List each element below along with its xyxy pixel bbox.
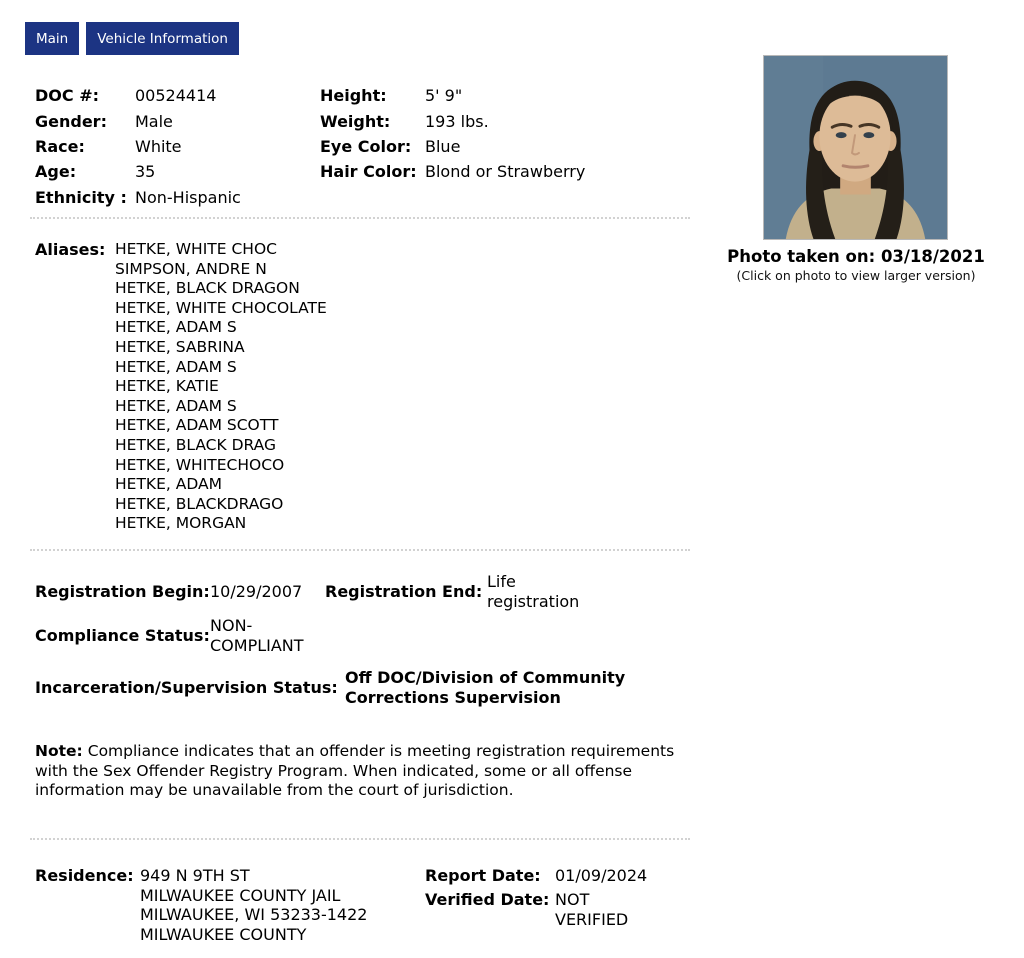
incarceration-status-row bbox=[35, 668, 645, 707]
ethnicity-label: Ethnicity : bbox=[35, 187, 127, 207]
residence-line: 949 N 9TH ST bbox=[140, 866, 250, 885]
registration-begin-value: 10/29/2007 bbox=[210, 582, 303, 601]
alias-item: HETKE, WHITE CHOC bbox=[115, 240, 277, 258]
alias-item: HETKE, BLACK DRAG bbox=[115, 435, 277, 454]
vehicle-information-button[interactable]: Vehicle Information bbox=[86, 22, 239, 55]
gender-label: Gender: bbox=[35, 111, 107, 131]
incarceration-status-label: Incarceration/Supervision Status: bbox=[35, 678, 338, 697]
compliance-status-label: Compliance Status: bbox=[35, 626, 210, 645]
details-right-column bbox=[320, 83, 585, 185]
ethnicity-row bbox=[35, 185, 241, 210]
gender-row bbox=[35, 108, 241, 133]
eye-color-value: Blue bbox=[425, 136, 461, 156]
alias-item: HETKE, ADAM SCOTT bbox=[115, 416, 279, 435]
note-text: Compliance indicates that an offender is meeting registration requirements with the Sex Offender Registry Program. When indicated, some or all offense information may be unavailable from the court of jurisdiction. bbox=[35, 742, 675, 800]
registration-begin-label: Registration Begin: bbox=[35, 582, 210, 601]
note-label: Note: bbox=[35, 742, 83, 760]
age-label: Age: bbox=[35, 162, 77, 182]
alias-item: HETKE, ADAM S bbox=[115, 357, 237, 376]
compliance-status-value: NON-COMPLIANT bbox=[210, 616, 304, 655]
height-value: 5' 9" bbox=[425, 86, 463, 106]
alias-item: HETKE, MORGAN bbox=[115, 514, 247, 533]
photo-caption-block bbox=[715, 246, 997, 285]
details-left-column bbox=[35, 83, 241, 210]
offender-photo[interactable] bbox=[763, 55, 948, 240]
eye-color-label: Eye Color: bbox=[320, 136, 412, 156]
eye-color-row bbox=[320, 134, 585, 159]
registration-end-value: Life registration bbox=[487, 572, 580, 611]
alias-item: HETKE, ADAM bbox=[115, 475, 222, 494]
age-row bbox=[35, 159, 241, 184]
weight-row bbox=[320, 108, 585, 133]
registration-end-label: Registration End: bbox=[325, 582, 483, 601]
verified-date-value: NOT VERIFIED bbox=[555, 890, 629, 929]
residence-line: MILWAUKEE COUNTY JAIL bbox=[140, 885, 341, 905]
section-divider bbox=[30, 838, 690, 840]
alias-item: HETKE, KATIE bbox=[115, 377, 219, 396]
doc-number-value: 00524414 bbox=[135, 86, 217, 106]
report-date-label: Report Date: bbox=[425, 866, 541, 885]
aliases-list bbox=[115, 240, 327, 534]
doc-number-row bbox=[35, 83, 241, 108]
compliance-status-row bbox=[35, 616, 310, 655]
weight-value: 193 lbs. bbox=[425, 111, 489, 131]
weight-label: Weight: bbox=[320, 111, 391, 131]
compliance-note bbox=[35, 742, 690, 801]
alias-item: HETKE, WHITE CHOCOLATE bbox=[115, 298, 327, 317]
hair-color-value: Blond or Strawberry bbox=[425, 162, 586, 182]
hair-color-row bbox=[320, 159, 585, 184]
registration-dates-row bbox=[35, 572, 582, 611]
alias-item: HETKE, ADAM S bbox=[115, 318, 237, 337]
alias-item: SIMPSON, ANDRE N bbox=[115, 259, 267, 278]
verified-date-row bbox=[425, 890, 647, 929]
residence-line: MILWAUKEE, WI 53233-1422 bbox=[140, 905, 368, 925]
residence-section bbox=[35, 866, 367, 945]
photo-taken-caption: Photo taken on: 03/18/2021 bbox=[727, 247, 985, 266]
age-value: 35 bbox=[135, 162, 156, 182]
height-label: Height: bbox=[320, 86, 387, 106]
nav-buttons bbox=[25, 22, 239, 55]
section-divider bbox=[30, 217, 690, 219]
alias-item: HETKE, WHITECHOCO bbox=[115, 455, 285, 474]
section-divider bbox=[30, 549, 690, 551]
aliases-label: Aliases: bbox=[35, 240, 106, 259]
doc-number-label: DOC #: bbox=[35, 86, 99, 106]
report-dates-section bbox=[425, 866, 647, 934]
main-button[interactable]: Main bbox=[25, 22, 79, 55]
alias-item: HETKE, BLACK DRAGON bbox=[115, 279, 300, 298]
ethnicity-value: Non-Hispanic bbox=[135, 187, 241, 207]
offender-photo-block bbox=[763, 55, 948, 240]
hair-color-label: Hair Color: bbox=[320, 162, 417, 182]
race-row bbox=[35, 134, 241, 159]
photo-click-hint: (Click on photo to view larger version) bbox=[736, 268, 976, 283]
race-value: White bbox=[135, 136, 182, 156]
gender-value: Male bbox=[135, 111, 173, 131]
height-row bbox=[320, 83, 585, 108]
verified-date-label: Verified Date: bbox=[425, 890, 550, 909]
alias-item: HETKE, SABRINA bbox=[115, 337, 245, 356]
alias-item: HETKE, ADAM S bbox=[115, 396, 237, 415]
aliases-section bbox=[35, 240, 327, 534]
report-date-row bbox=[425, 866, 647, 885]
incarceration-status-value: Off DOC/Division of Community Corrections Supervision bbox=[345, 668, 626, 707]
alias-item: HETKE, BLACKDRAGO bbox=[115, 494, 284, 513]
residence-label: Residence: bbox=[35, 866, 134, 885]
residence-line: MILWAUKEE COUNTY bbox=[140, 925, 307, 945]
residence-address bbox=[140, 866, 367, 945]
race-label: Race: bbox=[35, 136, 85, 156]
report-date-value: 01/09/2024 bbox=[555, 866, 648, 885]
